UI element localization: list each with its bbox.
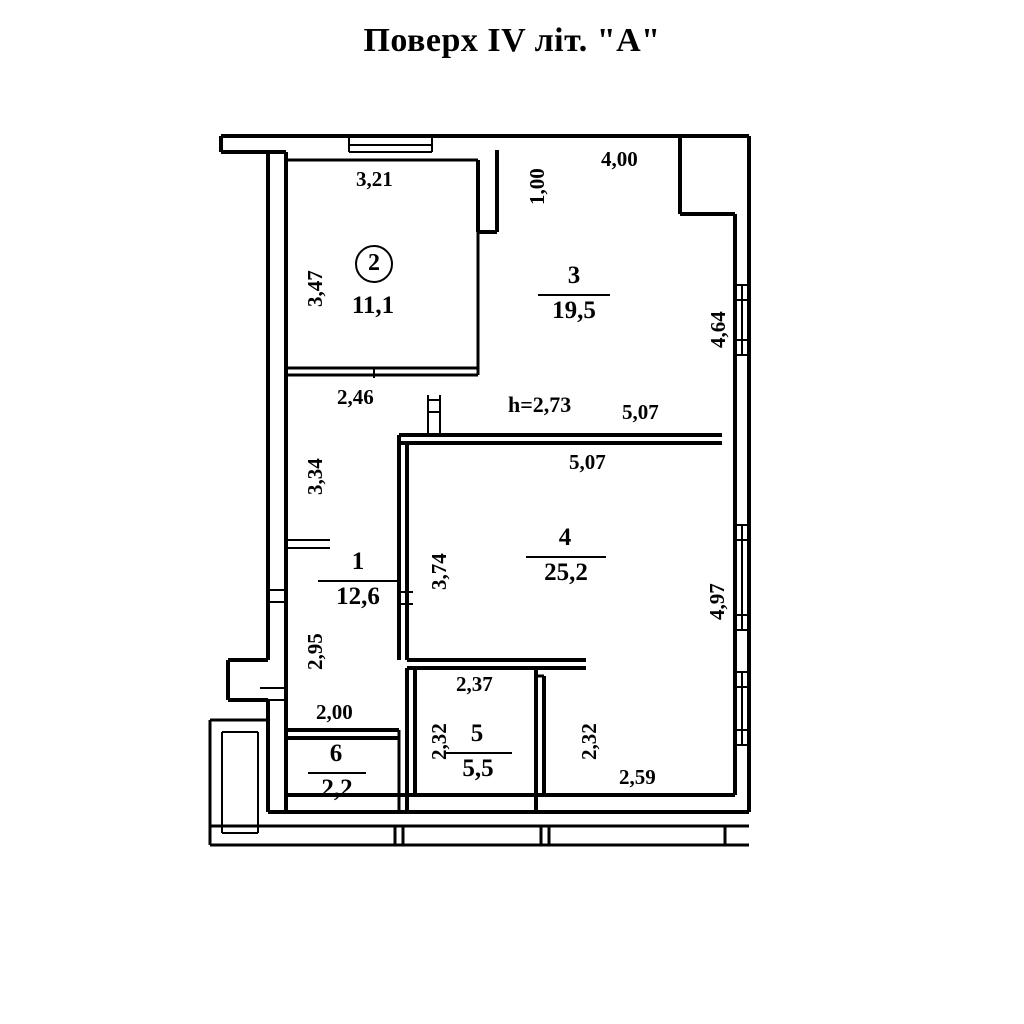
dimension-3-47: 3,47: [303, 270, 327, 307]
room-1-number: 1: [351, 548, 365, 575]
room-4-area: 25,2: [526, 556, 606, 587]
room-2-circle-number: 2: [355, 245, 393, 283]
dimension-2-32-right: 2,32: [577, 723, 601, 760]
dimension-2-46: 2,46: [337, 385, 374, 409]
room-3-area: 19,5: [538, 294, 610, 325]
room-4-number: 4: [558, 524, 572, 551]
dimension-3-21: 3,21: [356, 167, 393, 191]
dimension-4-97: 4,97: [705, 583, 729, 620]
dimension-4-00: 4,00: [601, 147, 638, 171]
room-6-area: 2,2: [308, 772, 366, 803]
room-2-area: 11,1: [351, 292, 395, 319]
dimension-5-07-bottom: 5,07: [569, 450, 606, 474]
ceiling-height-label: h=2,73: [508, 392, 572, 417]
dimension-1-00: 1,00: [525, 168, 549, 205]
page-title: Поверх IV літ. "A": [363, 22, 661, 59]
room-5-area: 5,5: [444, 752, 512, 783]
room-3-number: 3: [567, 262, 581, 289]
dimension-4-64: 4,64: [706, 311, 730, 348]
dimension-2-95: 2,95: [303, 633, 327, 670]
dimension-5-07-top: 5,07: [622, 400, 659, 424]
dimension-2-00: 2,00: [316, 700, 353, 724]
dimension-2-59: 2,59: [619, 765, 656, 789]
dimension-3-34: 3,34: [303, 458, 327, 495]
room-5-number: 5: [470, 720, 484, 747]
dimension-2-37: 2,37: [456, 672, 493, 696]
dimension-2-32-left: 2,32: [427, 723, 451, 760]
room-1-area: 12,6: [318, 580, 398, 611]
dimension-3-74: 3,74: [427, 553, 451, 590]
room-6-number: 6: [329, 740, 343, 767]
